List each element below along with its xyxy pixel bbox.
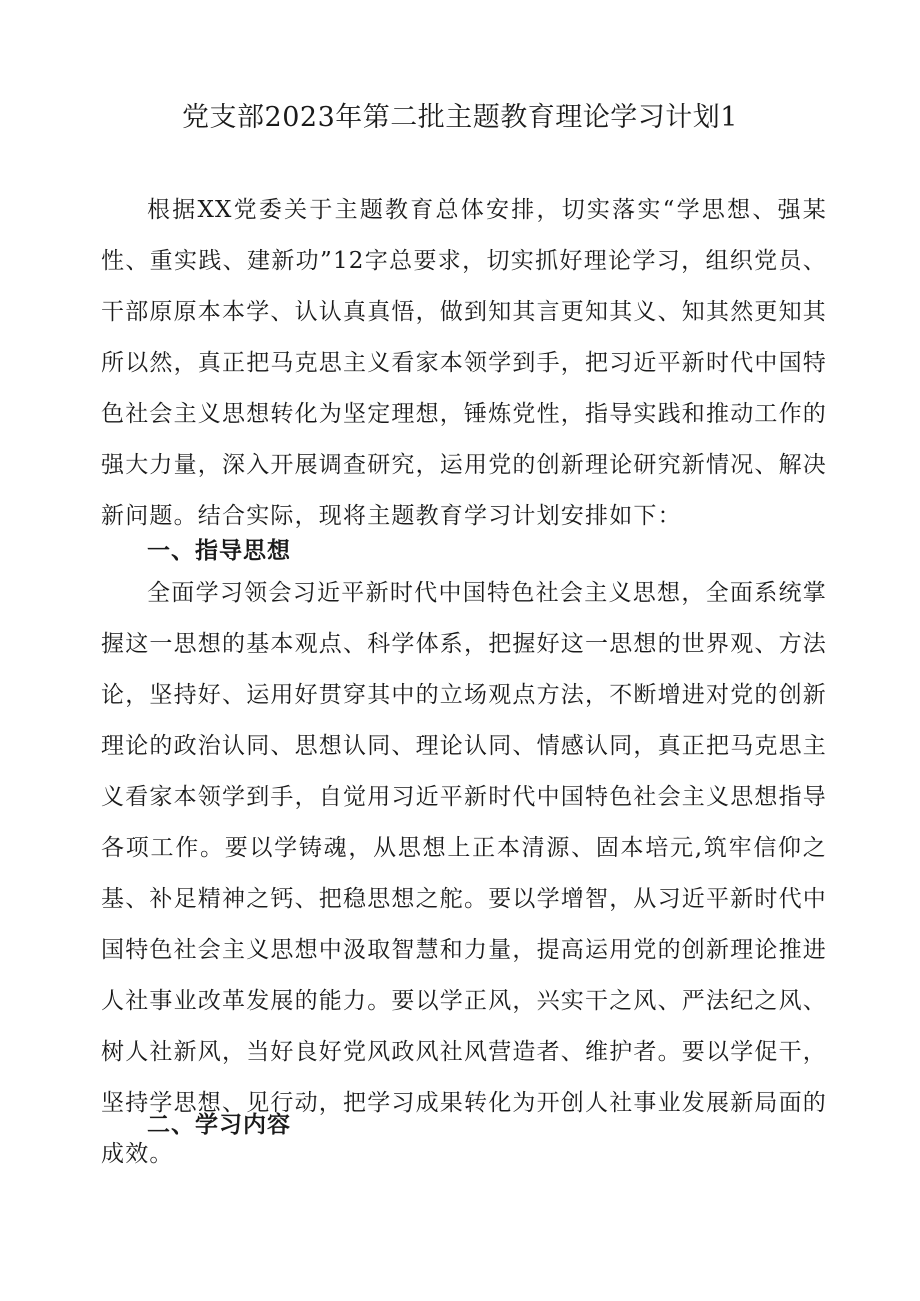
section-heading-study-content: 二、学习内容 — [147, 1112, 291, 1138]
document-title: 党支部2023年第二批主题教育理论学习计划1 — [182, 102, 738, 133]
section-heading-guiding-ideology: 一、指导思想 — [147, 538, 291, 564]
intro-paragraph: 根据XX党委关于主题教育总体安排，切实落实“学思想、强某性、重实践、建新功”12字总要求，切实抓好理论学习，组织党员、干部原原本本学、认认真真悟，做到知其言更知其义、知其然更知其所以然，真正把马克思主义看家本领学到手，把习近平新时代中国特色社会主义思想转化为坚定理想，锤炼党性，指导实践和推动工作的强大力量，深入开展调查研究，运用党的创新理论研究新情况、解决新问题。结合实际，现将主题教育学习计划安排如下： — [101, 197, 827, 529]
guiding-ideology-paragraph: 全面学习领会习近平新时代中国特色社会主义思想，全面系统掌握这一思想的基本观点、科学体系，把握好这一思想的世界观、方法论，坚持好、运用好贯穿其中的立场观点方法，不断增进对党的创新理论的政治认同、思想认同、理论认同、情感认同，真正把马克思主义看家本领学到手，自觉用习近平新时代中国特色社会主义思想指导各项工作。要以学铸魂，从思想上正本清源、固本培元,筑牢信仰之基、补足精神之钙、把稳思想之舵。要以学增智，从习近平新时代中国特色社会主义思想中汲取智慧和力量，提高运用党的创新理论推进人社事业改革发展的能力。要以学正风，兴实干之风、严法纪之风、树人社新风，当好良好党风政风社风营造者、维护者。要以学促干，坚持学思想、见行动，把学习成果转化为开创人社事业发展新局面的成效。 — [101, 580, 827, 1167]
